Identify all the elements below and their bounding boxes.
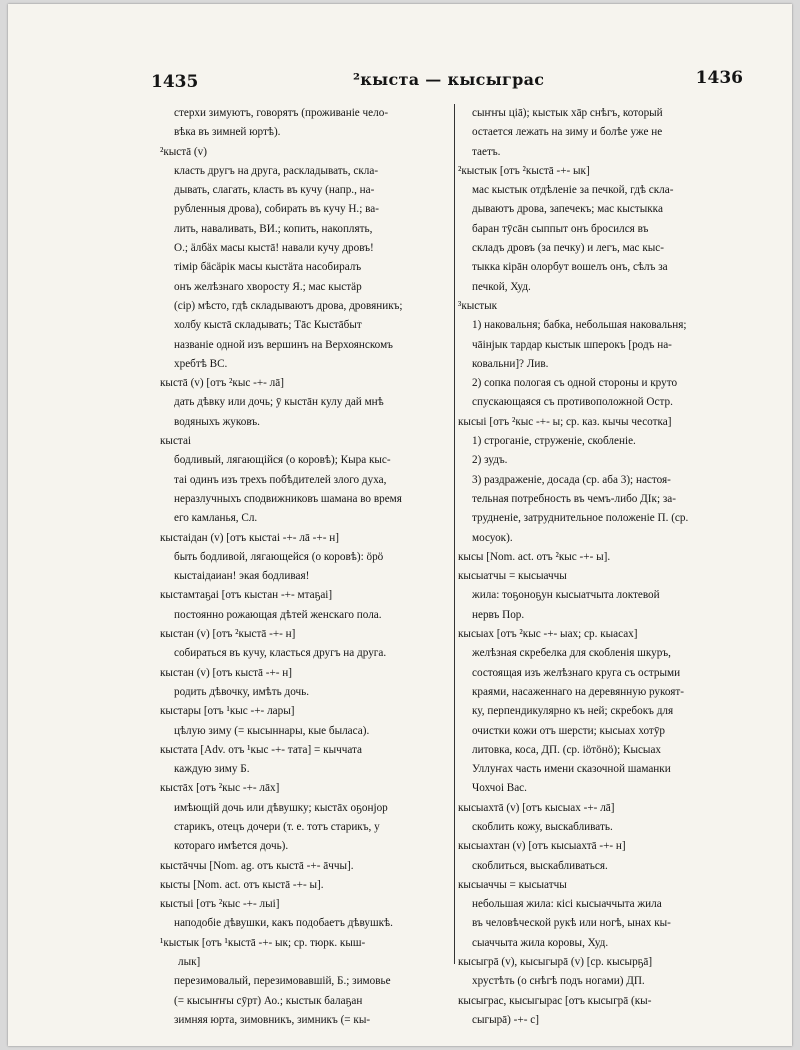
entry-text-line: чāінјык тардар кыстык шперокъ [родъ на- [472,338,672,351]
entry-text-line: цѣлую зиму (= кысыннары, кые быласа). [174,724,370,737]
entry-text-line: баран тӯсāн сыппыт онъ бросился въ [472,222,649,235]
entry-text-line: печкой, Худ. [472,280,531,293]
page-header [143,66,743,96]
entry-text-line: состоящая изъ желѣзнаго круга съ острыми [472,666,681,679]
entry-text-line: тімір бäсäрік масы кыстäта насобиралъ [174,261,362,274]
entry-text-line: мосуок). [472,531,513,544]
entry-headword-line: кысыахтā (v) [отъ кысыах -+- лā] [458,801,615,814]
entry-text-line: О.; äлбäх масы кыстā! навали кучу дровъ! [174,242,374,255]
entry-text-line: нервъ Пор. [472,608,525,621]
entry-headword-line: кыстыі [отъ ²кыс -+- лыі] [160,898,280,911]
entry-headword-line: кысыгрā (v), кысыгырā (v) [ср. кысырҕā] [458,956,653,969]
running-head: ²кыста — кысыграс [353,70,545,89]
entry-text-line: таі одинъ изъ трехъ побѣдителей злого духа, [174,473,387,486]
entry-headword-line: кыстāччы [Nom. ag. отъ кыстā -+- āччы]. [160,859,354,872]
entry-text-line: хребтѣ ВС. [174,357,228,370]
entry-text-line: небольшая жила: кісі кысыаччыта жила [472,898,662,911]
entry-headword-line: ¹кыстык [отъ ¹кыстā -+- ык; ср. тюрк. кыш- [160,936,366,949]
entry-text-line: дывать, слагать, класть въ кучу (напр., на- [174,184,375,197]
entry-text-line: складъ дровъ (за печку) и легъ, мас кыс- [472,242,664,255]
entry-text-line: хрустѣть (о снѣгѣ подъ ногами) ДП. [472,975,645,988]
entry-headword-line: кысы [Nom. act. отъ ²кыс -+- ы]. [458,550,611,563]
entry-text-line: дываютъ дрова, запечекъ; мас кыстыкка [472,203,663,216]
entry-text-line: таетъ. [472,145,501,158]
entry-text-line: ковальни]? Лив. [472,357,549,370]
entry-text-line: скоблить кожу, выскабливать. [472,820,613,833]
entry-text-line: тельная потребность въ чемъ-либо ДІк; за- [472,492,676,505]
entry-text-line: имѣющій дочь или дѣвушку; кыстāх оҕонјор [174,801,388,814]
entry-text-line: собираться въ кучу, класться другъ на друга. [174,647,387,660]
entry-text-line: 2) сопка пологая съ одной стороны и круто [472,377,678,390]
entry-headword-line: кысыі [отъ ²кыс -+- ы; ср. каз. кычы чесотка] [458,415,672,428]
entry-text-line: каждую зиму Б. [174,763,250,776]
entry-text-line: 1) наковальня; бабка, небольшая наковальня; [472,319,687,332]
dictionary-page [8,4,792,1046]
entry-text-line: спускающаяся съ противоположной Остр. [472,396,673,409]
entry-text-line: Чохчоі Вас. [472,782,527,795]
entry-text-line: рубленныя дрова), собирать въ кучу Н.; ва- [174,203,379,216]
entry-text-line: зимняя юрта, зимовникъ, зимникъ (= кы- [174,1013,371,1026]
entry-text-line: старикъ, отецъ дочери (т. е. тотъ старикъ, у [174,820,380,833]
entry-text-line: кыстаідаиан! экая бодливая! [174,570,310,583]
entry-headword-line: кыстан (v) [отъ кыстā -+- н] [160,666,293,679]
entry-text-line: наподобіе дѣвушки, какъ подобаетъ дѣвушкѣ. [174,917,393,930]
entry-text-line: дать дѣвку или дочь; ӯ кыстāн кулу дай мнѣ [174,396,384,409]
entry-headword-line: кысты [Nom. act. отъ кыстā -+- ы]. [160,878,324,891]
entry-text-line: ку, перпендикулярно къ ней; скребокъ для [472,705,674,718]
right-page-number: 1436 [695,68,743,88]
entry-text-line: онъ желѣзнаго хворосту Я.; мас кыстäр [174,280,362,293]
entry-text-line: холбу кыстā складывать; Тāс Кыстāбыт [174,319,362,332]
entry-headword-line: кыстаі [160,435,192,448]
entry-headword-line: кыстан (v) [отъ ²кыстā -+- н] [160,628,296,641]
entry-text-line: перезимовалый, перезимовавшій, Б.; зимовье [174,975,391,988]
entry-headword-line: ²кыстык [отъ ²кыстā -+- ык] [458,164,590,177]
entry-text-line: 1) строганіе, струженіе, скобленіе. [472,435,636,448]
entry-text-line: жила: тоҕоноҕун кысыатчыта локтевой [472,589,660,602]
entry-text-line: быть бодливой, лягающейся (о коровѣ): öрö [174,550,384,563]
entry-text-line: Уллуҥах часть имени сказочной шаманки [472,763,671,776]
entry-text-line: стерхи зимуютъ, говорятъ (проживаніе чело- [174,107,389,119]
entry-headword-line: кыстāх [отъ ²кыс -+- лāх] [160,782,280,795]
entry-text-line: въ человѣческой рукѣ или ногѣ, ынах кы- [472,917,671,930]
entry-text-line: вѣка въ зимней юртѣ). [174,126,281,139]
entry-text-line: (= кысыҥҥы сӯрт) Ао.; кыстык балаҕан [174,994,363,1007]
entry-text-line: сыаччыта жила коровы, Худ. [472,936,609,949]
entry-text-line: бодливый, лягающійся (о коровѣ); Кыра кыс- [174,454,391,467]
entry-text-line: лить, наваливать, ВИ.; копить, накоплять, [174,222,373,235]
entry-text-line: литовка, коса, ДП. (ср. іöтöнö); Кысыах [472,743,662,756]
entry-text-line: класть другъ на друга, раскладывать, скла- [174,164,379,177]
entry-headword-line: кыстамтаҕаі [отъ кыстан -+- мтаҕаі] [160,589,333,602]
entry-text-line: сыгырā) -+- с] [472,1013,539,1026]
entry-text-line: (сір) мѣсто, гдѣ складываютъ дрова, дровяникъ; [174,299,403,312]
entry-headword-line: кыстā (v) [отъ ²кыс -+- лā] [160,377,284,390]
entry-text-line: трудненіе, затруднительное положеніе П. (ср. [472,512,689,525]
entry-text-line: сыҥҥы ціā); кыстык хāр снѣгъ, который [472,107,663,119]
entry-text-line: тыкка кірāн олорбут вошелъ онъ, сѣлъ за [472,261,668,274]
entry-headword-line: кыстаідан (v) [отъ кыстаі -+- лā -+- н] [160,531,339,544]
entry-headword-line: кыстата [Adv. отъ ¹кыс -+- тата] = кыччата [160,743,363,756]
entry-headword-line: кысыатчы = кысыаччы [458,570,567,583]
entry-text-line: названіе одной изъ вершинъ на Верхоянскомъ [174,338,393,351]
entry-text-line: постоянно рожающая дѣтей женскаго пола. [174,608,382,621]
entry-headword-line: кысыах [отъ ²кыс -+- ыах; ср. кыасах] [458,628,638,641]
entry-text-line: краями, насаженнаго на деревянную рукоят- [472,685,685,698]
entry-text-line: лык] [178,956,201,969]
entry-text-line: неразлучныхъ сподвижниковъ шамана во время [174,492,402,505]
entry-text-line: желѣзная скребелка для скобленія шкуръ, [472,647,671,660]
entry-headword-line: кысыаччы = кысыатчы [458,878,567,891]
left-page-number: 1435 [151,72,199,92]
entry-headword-line: кыстары [отъ ¹кыс -+- лары] [160,705,295,718]
entry-text-line: его камланья, Сл. [174,512,258,525]
entry-text-line: мас кыстык отдѣленіе за печкой, гдѣ скла- [472,184,674,197]
entry-text-line: остается лежать на зиму и болѣе уже не [472,126,663,139]
entry-text-line: скоблиться, выскабливаться. [472,859,608,872]
entry-headword-line: кысыграс, кысыгырас [отъ кысыгрā (кы- [458,994,652,1007]
entry-text-line: родить дѣвочку, имѣть дочь. [174,685,310,698]
entry-text-line: 3) раздраженіе, досада (ср. аба 3); настоя- [472,473,671,486]
left-column [160,104,456,1030]
entry-headword-line: кысыахтан (v) [отъ кысыахтā -+- н] [458,840,626,853]
entry-text-line: 2) зудъ. [472,454,508,467]
entry-text-line: котораго имѣется дочь). [174,840,289,853]
column-divider [454,104,455,964]
entry-headword-line: ²кыстā (v) [160,145,207,158]
entry-headword-line: ³кыстык [458,299,498,312]
entry-text-line: водяныхъ жуковъ. [174,415,260,428]
right-column [458,104,758,1030]
entry-text-line: очистки кожи отъ шерсти; кысыах хотӯр [472,724,666,737]
